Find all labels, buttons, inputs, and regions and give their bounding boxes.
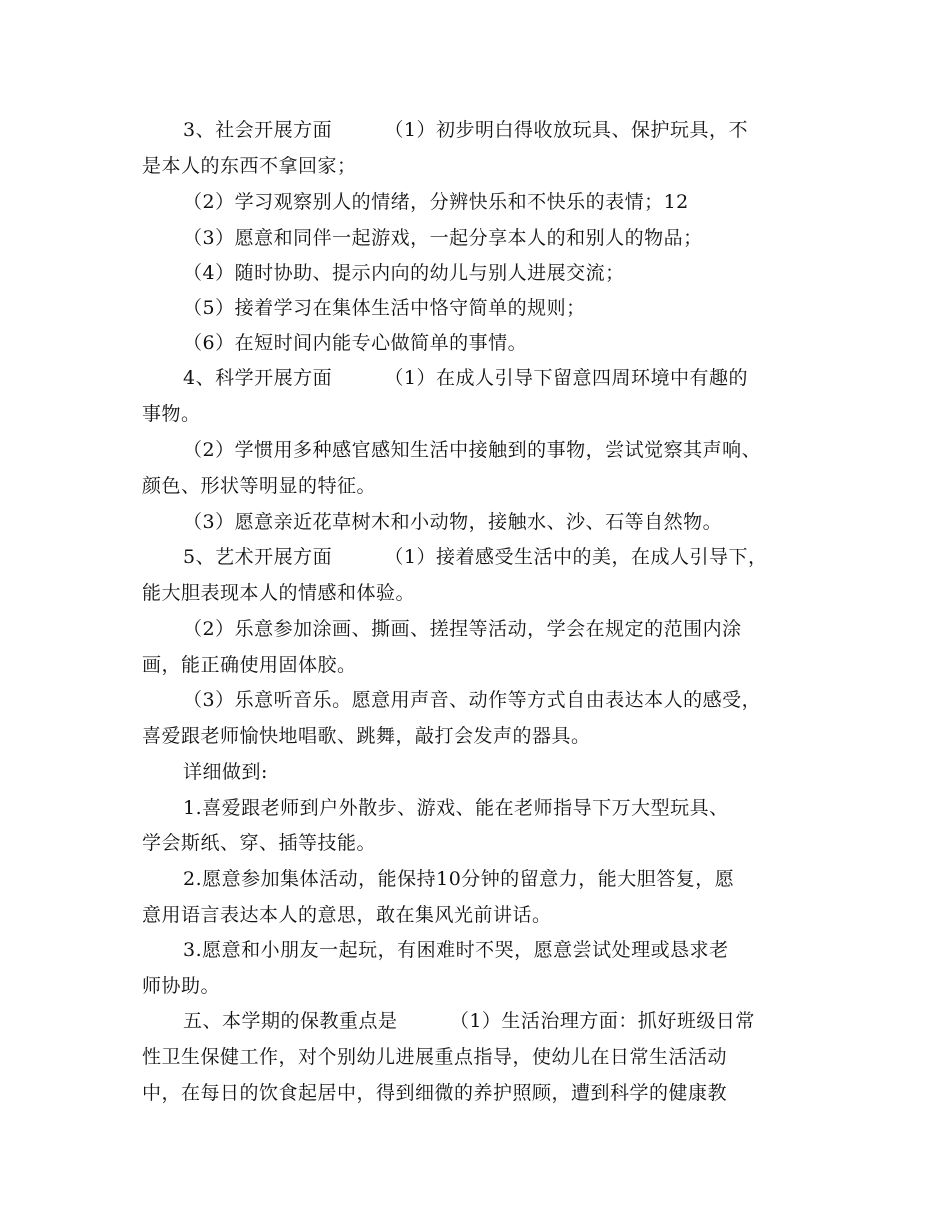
text-line: 五、本学期的保教重点是 （1）生活治理方面：抓好班级日常 [183,1010,755,1032]
text-line: 3、社会开展方面 （1）初步明白得收放玩具、保护玩具，不 [183,119,748,141]
text-line: （4）随时协助、提示内向的幼儿与别人进展交流； [183,262,625,284]
text-line: 师协助。 [142,975,221,997]
text-line: 事物。 [142,403,201,425]
text-line: （6）在短时间内能专心做简单的事情。 [183,332,528,354]
text-line: 1.喜爱跟老师到户外散步、游戏、能在老师指导下万大型玩具、 [183,797,729,819]
text-line: 学会斯纸、穿、插等技能。 [142,832,377,854]
text-line: 5、艺术开展方面 （1）接着感受生活中的美，在成人引导下， [183,546,768,568]
text-line: （2）学习观察别人的情绪，分辨快乐和不快乐的表情；12 [183,191,689,213]
text-line: 3.愿意和小朋友一起玩，有困难时不哭，愿意尝试处理或恳求老 [183,939,729,961]
text-line: 喜爱跟老师愉快地唱歌、跳舞，敲打会发声的器具。 [142,725,591,747]
text-line: 详细做到: [183,761,268,783]
text-line: （2）乐意参加涂画、撕画、搓捏等活动，学会在规定的范围内涂 [183,618,742,640]
text-line: （5）接着学习在集体生活中恪守简单的规则； [183,297,586,319]
text-line: 能大胆表现本人的情感和体验。 [142,582,416,604]
text-line: 画，能正确使用固体胶。 [142,654,357,676]
text-line: 4、科学开展方面 （1）在成人引导下留意四周环境中有趣的 [183,367,748,389]
text-line: （2）学惯用多种感官感知生活中接触到的事物，尝试觉察其声响、 [183,439,762,461]
text-line: 意用语言表达本人的意思，敢在集风光前讲话。 [142,904,552,926]
text-line: （3）愿意亲近花草树木和小动物，接触水、沙、石等自然物。 [183,511,723,533]
text-line: （3）愿意和同伴一起游戏，一起分享本人的和别人的物品； [183,227,703,249]
text-line: 性卫生保健工作，对个别幼儿进展重点指导，使幼儿在日常生活活动 [142,1046,728,1068]
text-line: 2.愿意参加集体活动，能保持10分钟的留意力，能大胆答复，愿 [183,868,735,890]
text-line: 中，在每日的饮食起居中，得到细微的养护照顾，遭到科学的健康教 [142,1082,728,1104]
text-line: 颜色、形状等明显的特征。 [142,475,377,497]
text-line: （3）乐意听音乐。愿意用声音、动作等方式自由表达本人的感受， [183,689,762,711]
text-line: 是本人的东西不拿回家； [142,155,357,177]
